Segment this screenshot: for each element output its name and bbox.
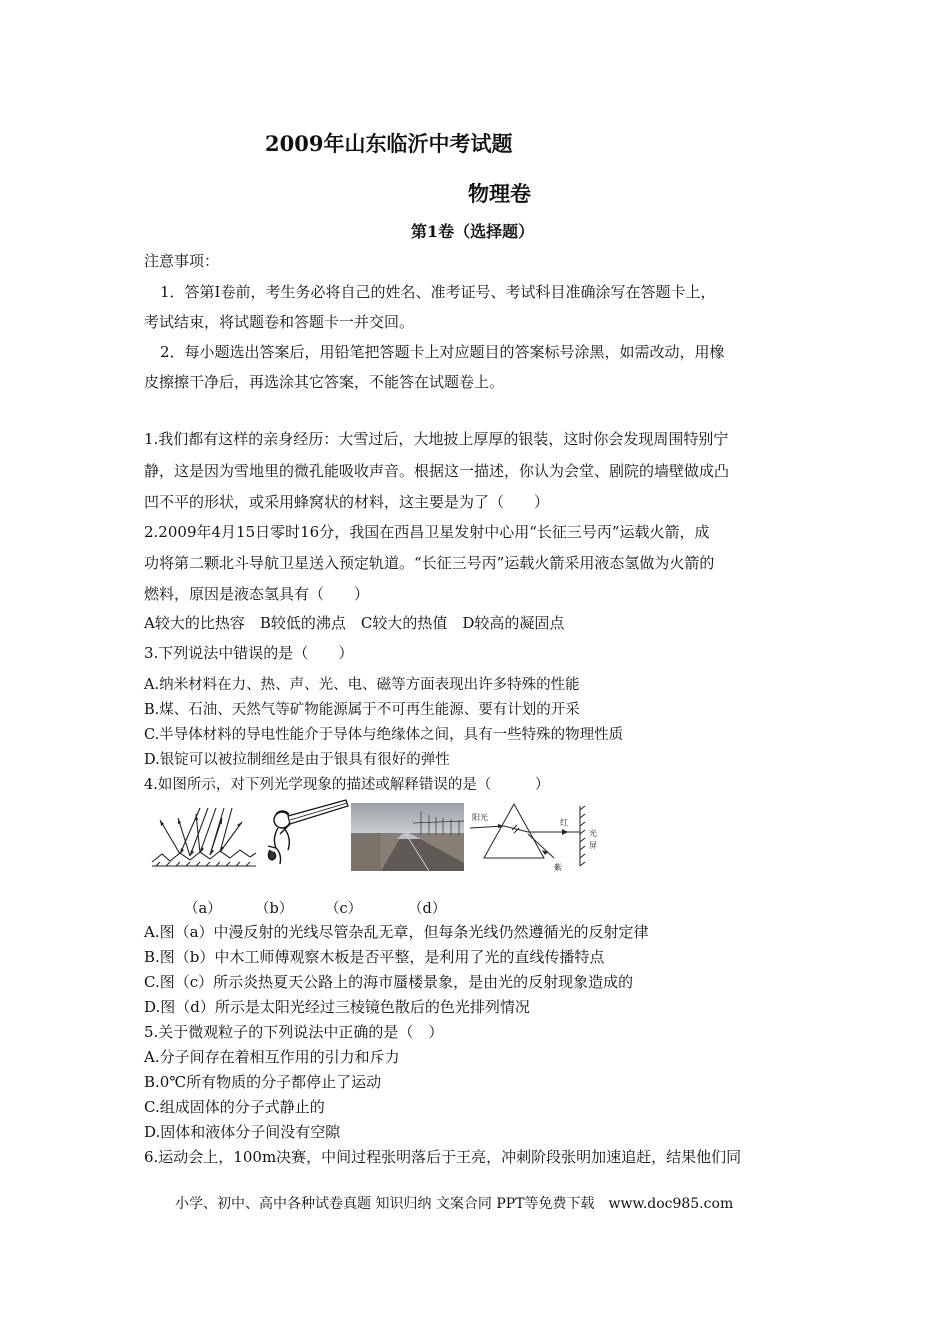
- q5-option-a: A.分子间存在着相互作用的引力和斥力: [144, 1048, 400, 1066]
- q5-option-b: B.0℃所有物质的分子都停止了运动: [144, 1073, 382, 1091]
- exam-subtitle: 物理卷: [468, 181, 531, 206]
- q5-stem: 5.关于微观粒子的下列说法中正确的是（ ）: [144, 1023, 444, 1041]
- q2-line-2: 功将第二颗北斗导航卫星送入预定轨道。“长征三号丙”运载火箭采用液态氢做为火箭的: [144, 554, 715, 572]
- figure-d-prism-dispersion: [468, 800, 608, 872]
- figure-label-d: （d）: [408, 901, 447, 917]
- q3-option-c: C.半导体材料的导电性能介于导体与绝缘体之间，具有一些特殊的物理性质: [144, 727, 624, 743]
- notice-item-1-line-1: 1．答第Ⅰ卷前，考生务必将自己的姓名、准考证号、考试科目准确涂写在答题卡上，: [160, 283, 716, 301]
- q2-line-3: 燃料，原因是液态氢具有（ ）: [144, 585, 370, 603]
- q1-line-2: 静，这是因为雪地里的微孔能吸收声音。根据这一描述，你认为会堂、剧院的墙壁做成凸: [144, 462, 730, 480]
- notice-item-2-line-1: 2．每小题选出答案后，用铅笔把答题卡上对应题目的答案标号涂黑，如需改动，用橡: [160, 343, 725, 361]
- q3-option-d: D.银锭可以被拉制细丝是由于银具有很好的弹性: [144, 752, 450, 768]
- figure-label-a: （a）: [184, 901, 222, 917]
- label-sunlight: 阳光: [472, 813, 488, 822]
- notice-item-2-line-2: 皮擦擦干净后，再选涂其它答案，不能答在试题卷上。: [144, 373, 505, 391]
- q5-option-d: D.固体和液体分子间没有空隙: [144, 1123, 341, 1141]
- q4-option-a: A.图（a）中漫反射的光线尽管杂乱无章，但每条光线仍然遵循光的反射定律: [144, 923, 649, 941]
- q5-option-c: C.组成固体的分子式静止的: [144, 1098, 325, 1116]
- figure-b-carpenter-sighting: [258, 798, 350, 870]
- q4-option-b: B.图（b）中木工师傅观察木板是否平整，是利用了光的直线传播特点: [144, 948, 605, 966]
- exam-title: 2009年山东临沂中考试题: [265, 131, 513, 156]
- q1-line-3: 凹不平的形状，或采用蜂窝状的材料，这主要是为了（ ）: [144, 493, 550, 511]
- q1-line-1: 1.我们都有这样的亲身经历：大雪过后，大地披上厚厚的银装，这时你会发现周围特别宁: [144, 430, 729, 448]
- q4-option-d: D.图（d）所示是太阳光经过三棱镜色散后的色光排列情况: [144, 998, 530, 1016]
- notice-heading: 注意事项：: [144, 252, 220, 270]
- q2-options: A较大的比热容 B较低的沸点 C较大的热值 D较高的凝固点: [144, 614, 565, 632]
- q4-option-c: C.图（c）所示炎热夏天公路上的海市蜃楼景象，是由光的反射现象造成的: [144, 973, 634, 991]
- q6-line-1: 6.运动会上，100m决赛，中间过程张明落后于王亮，冲刺阶段张明加速追赶，结果他们同: [144, 1148, 742, 1166]
- section-heading: 第1卷（选择题）: [411, 222, 535, 241]
- q4-stem: 4.如图所示，对下列光学现象的描述或解释错误的是（ ）: [144, 777, 550, 793]
- q3-stem: 3.下列说法中错误的是（ ）: [144, 644, 354, 662]
- q2-line-1: 2.2009年4月15日零时16分，我国在西昌卫星发射中心用“长征三号丙”运载火箭，成: [144, 523, 710, 541]
- label-violet: 紫: [554, 863, 562, 872]
- q3-option-a: A.纳米材料在力、热、声、光、电、磁等方面表现出许多特殊的性能: [144, 677, 580, 693]
- label-screen-2: 屏: [589, 841, 597, 850]
- figure-label-c: （c）: [325, 901, 363, 917]
- figure-c-road-mirage-photo: [351, 803, 464, 871]
- figure-label-b: （b）: [255, 901, 294, 917]
- figure-a-diffuse-reflection: [150, 806, 258, 872]
- label-screen-1: 光: [589, 829, 597, 838]
- label-red: 红: [560, 818, 568, 827]
- page-footer: 小学、初中、高中各种试卷真题 知识归纳 文案合同 PPT等免费下载 www.doc985.com: [175, 1196, 734, 1212]
- q3-option-b: B.煤、石油、天然气等矿物能源属于不可再生能源、要有计划的开采: [144, 702, 580, 718]
- notice-item-1-line-2: 考试结束，将试题卷和答题卡一并交回。: [144, 313, 415, 331]
